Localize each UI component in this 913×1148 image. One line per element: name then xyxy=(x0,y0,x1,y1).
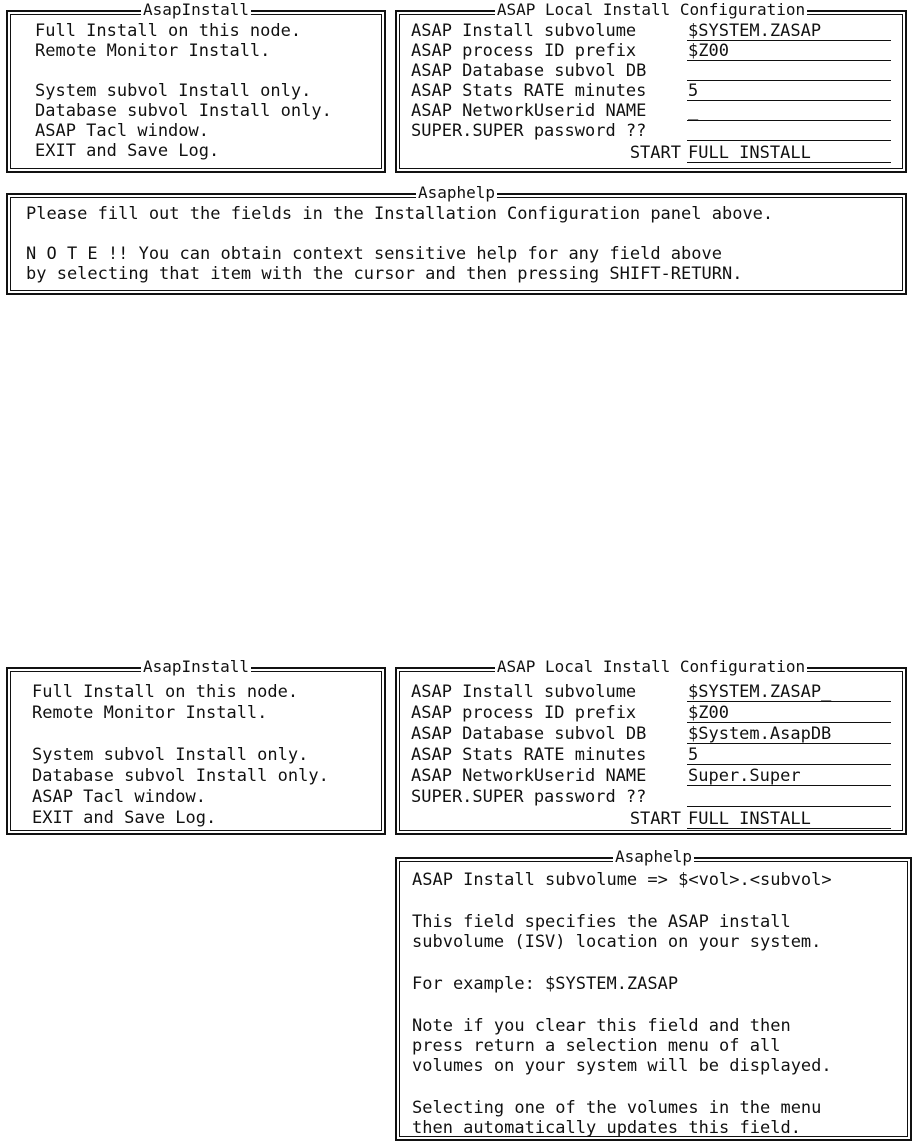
field-label: ASAP Install subvolume xyxy=(411,682,637,702)
field-label: ASAP Database subvol DB xyxy=(411,724,647,744)
panel-title: ASAP Local Install Configuration xyxy=(496,0,806,19)
help-line: subvolume (ISV) location on your system. xyxy=(412,932,822,952)
help-line: Note if you clear this field and then xyxy=(412,1016,791,1036)
help-line: N O T E !! You can obtain context sensitive help for any field above xyxy=(26,244,722,264)
menu-item-remote-monitor[interactable]: Remote Monitor Install. xyxy=(32,703,268,723)
help-line: For example: $SYSTEM.ZASAP xyxy=(412,974,679,994)
menu-item-tacl-window[interactable]: ASAP Tacl window. xyxy=(32,787,206,807)
config-row xyxy=(411,725,891,745)
config-panel xyxy=(395,657,907,835)
config-row xyxy=(411,767,891,787)
field-label: ASAP Stats RATE minutes xyxy=(411,745,647,765)
help-line: press return a selection menu of all xyxy=(412,1036,781,1056)
panel-title: Asaphelp xyxy=(417,183,496,202)
menu-item-exit-save-log[interactable]: EXIT and Save Log. xyxy=(32,808,217,828)
config-row xyxy=(411,82,891,102)
panel-title: AsapInstall xyxy=(143,0,249,19)
start-label: START xyxy=(629,143,681,163)
field-label: SUPER.SUPER password ?? xyxy=(411,787,647,807)
help-line: Please fill out the fields in the Installation Configuration panel above. xyxy=(26,204,774,224)
menu-item-exit-save-log[interactable]: EXIT and Save Log. xyxy=(35,141,220,161)
asapinstall-menu-panel xyxy=(6,657,386,835)
database-subvol-field[interactable]: $System.AsapDB xyxy=(687,725,891,744)
menu-item-full-install[interactable]: Full Install on this node. xyxy=(32,682,299,702)
menu-item-full-install[interactable]: Full Install on this node. xyxy=(35,21,302,41)
help-line: Selecting one of the volumes in the menu xyxy=(412,1098,822,1118)
network-userid-field[interactable]: Super.Super xyxy=(687,767,891,786)
help-panel xyxy=(6,183,907,295)
config-row xyxy=(411,788,891,808)
config-row xyxy=(411,683,891,703)
panel-title: AsapInstall xyxy=(143,657,249,676)
menu-item-system-subvol[interactable]: System subvol Install only. xyxy=(32,745,309,765)
help-panel xyxy=(395,847,912,1141)
config-row xyxy=(411,102,891,122)
menu-item-system-subvol[interactable]: System subvol Install only. xyxy=(35,81,312,101)
menu-item-database-subvol[interactable]: Database subvol Install only. xyxy=(35,101,332,121)
help-line: by selecting that item with the cursor and then pressing SHIFT-RETURN. xyxy=(26,264,743,284)
config-row xyxy=(411,704,891,724)
config-row xyxy=(411,746,891,766)
config-row xyxy=(411,62,891,82)
field-label: ASAP process ID prefix xyxy=(411,703,637,723)
menu-item-tacl-window[interactable]: ASAP Tacl window. xyxy=(35,121,209,141)
password-field[interactable] xyxy=(687,788,891,807)
network-userid-field[interactable]: _ xyxy=(687,102,891,121)
process-id-prefix-field[interactable]: $Z00 xyxy=(687,704,891,723)
stats-rate-field[interactable]: 5 xyxy=(687,746,891,765)
start-button[interactable]: FULL INSTALL xyxy=(687,144,891,163)
asapinstall-menu-panel xyxy=(6,0,386,173)
config-row xyxy=(411,810,891,830)
menu-item-database-subvol[interactable]: Database subvol Install only. xyxy=(32,766,329,786)
start-label: START xyxy=(629,809,681,829)
menu-item-remote-monitor[interactable]: Remote Monitor Install. xyxy=(35,41,271,61)
field-label: SUPER.SUPER password ?? xyxy=(411,121,647,141)
field-label: ASAP Database subvol DB xyxy=(411,61,647,81)
field-label: ASAP Install subvolume xyxy=(411,21,637,41)
field-label: ASAP NetworkUserid NAME xyxy=(411,101,647,121)
field-label: ASAP process ID prefix xyxy=(411,41,637,61)
field-label: ASAP NetworkUserid NAME xyxy=(411,766,647,786)
config-row xyxy=(411,22,891,42)
config-row xyxy=(411,122,891,142)
help-line: volumes on your system will be displayed. xyxy=(412,1056,832,1076)
install-subvolume-field[interactable]: $SYSTEM.ZASAP_ xyxy=(687,683,891,702)
panel-title: Asaphelp xyxy=(614,847,693,866)
database-subvol-field[interactable] xyxy=(687,62,891,81)
panel-title: ASAP Local Install Configuration xyxy=(496,657,806,676)
config-row xyxy=(411,42,891,62)
process-id-prefix-field[interactable]: $Z00 xyxy=(687,42,891,61)
config-panel xyxy=(395,0,907,173)
field-label: ASAP Stats RATE minutes xyxy=(411,81,647,101)
start-button[interactable]: FULL INSTALL xyxy=(687,810,891,829)
help-line: This field specifies the ASAP install xyxy=(412,912,791,932)
install-subvolume-field[interactable]: $SYSTEM.ZASAP xyxy=(687,22,891,41)
stats-rate-field[interactable]: 5 xyxy=(687,82,891,101)
password-field[interactable] xyxy=(687,122,891,141)
help-line: then automatically updates this field. xyxy=(412,1118,801,1138)
config-row xyxy=(411,144,891,164)
help-line: ASAP Install subvolume => $<vol>.<subvol> xyxy=(412,870,832,890)
